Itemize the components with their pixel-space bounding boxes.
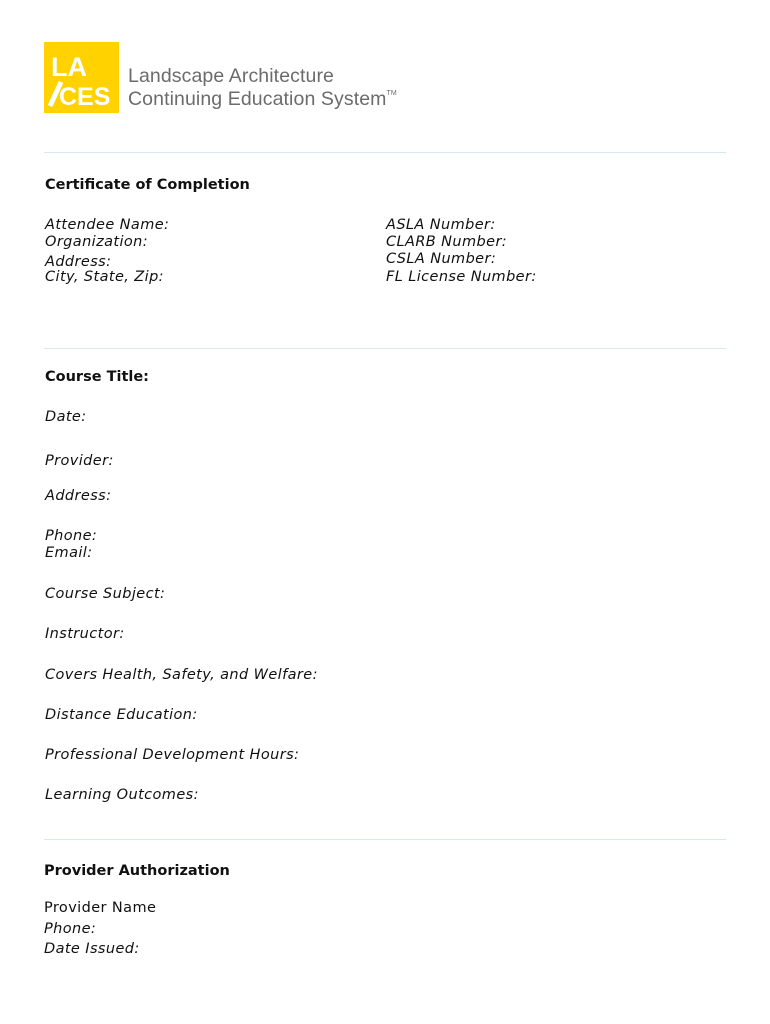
attendee-name-label: Attendee Name:: [45, 217, 170, 233]
fl-license-label: FL License Number:: [386, 269, 537, 285]
date-label: Date:: [45, 409, 87, 425]
divider: [44, 348, 726, 349]
logo-mark-top: LA: [51, 52, 87, 82]
asla-number-label: ASLA Number:: [386, 217, 496, 233]
trademark-mark: TM: [386, 90, 397, 97]
logo-mark-bottom: CES: [59, 83, 111, 111]
course-title-heading: Course Title:: [45, 369, 149, 385]
attendee-address-label: Address:: [45, 254, 112, 270]
provider-address-label: Address:: [45, 488, 112, 504]
learning-outcomes-label: Learning Outcomes:: [45, 787, 199, 803]
city-state-zip-label: City, State, Zip:: [45, 269, 164, 285]
logo-line-1: Landscape Architecture: [128, 65, 334, 87]
instructor-label: Instructor:: [45, 626, 125, 642]
distance-education-label: Distance Education:: [45, 707, 198, 723]
clarb-number-label: CLARB Number:: [386, 234, 508, 250]
laces-logo-mark: [44, 42, 119, 113]
date-issued-label: Date Issued:: [44, 941, 140, 957]
authorization-phone-label: Phone:: [44, 921, 97, 937]
logo-line-2: [128, 88, 397, 111]
provider-authorization-heading: Provider Authorization: [44, 863, 230, 879]
csla-number-label: CSLA Number:: [386, 251, 497, 267]
provider-phone-label: Phone:: [45, 528, 98, 544]
provider-email-label: Email:: [45, 545, 93, 561]
logo-line-2-text: Continuing Education System: [128, 88, 387, 110]
hsw-label: Covers Health, Safety, and Welfare:: [45, 667, 318, 683]
laces-logo-icon: [44, 42, 119, 113]
divider: [44, 839, 726, 840]
certificate-heading: Certificate of Completion: [45, 177, 250, 193]
provider-name-label: Provider Name: [44, 900, 157, 916]
pdh-label: Professional Development Hours:: [45, 747, 300, 763]
provider-label: Provider:: [45, 453, 114, 469]
course-subject-label: Course Subject:: [45, 586, 166, 602]
organization-label: Organization:: [45, 234, 149, 250]
divider: [44, 152, 726, 153]
